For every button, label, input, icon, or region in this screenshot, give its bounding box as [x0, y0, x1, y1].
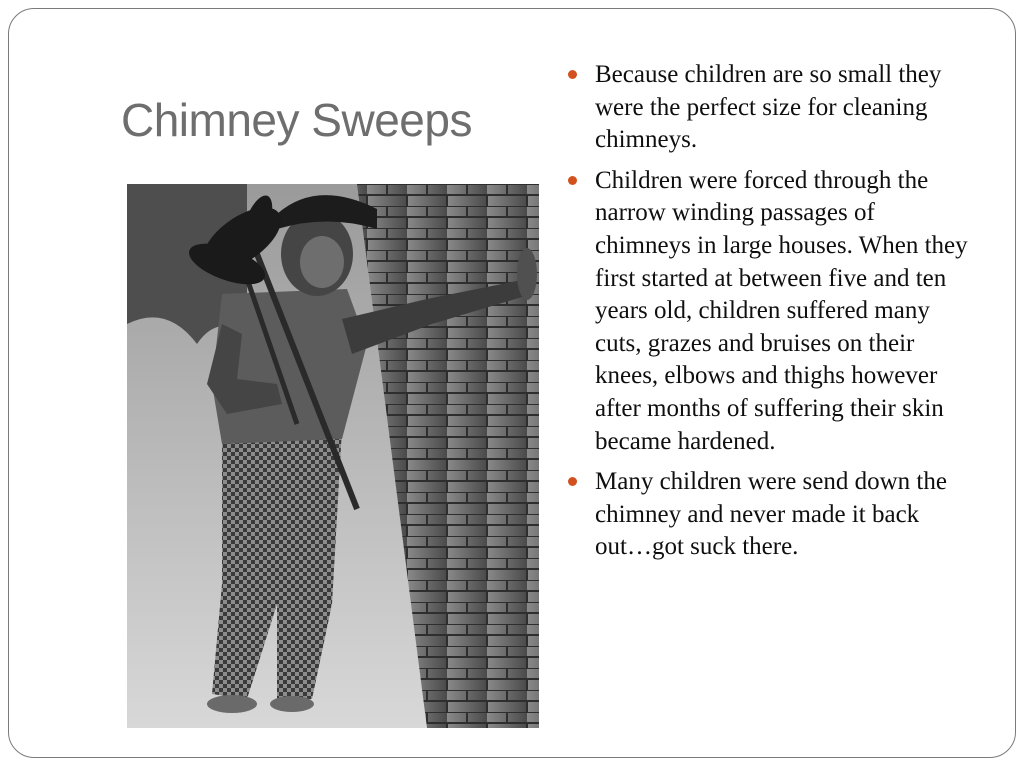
bullet-dot-icon	[568, 70, 577, 79]
slide-title: Chimney Sweeps	[121, 94, 472, 146]
bullet-item	[565, 59, 975, 157]
bullet-text: Many children were send down the chimney and never made it back out…got suck there.	[595, 468, 947, 561]
slide-frame	[8, 8, 1016, 758]
bullet-text: Because children are so small they were the perfect size for cleaning chimneys.	[595, 61, 942, 154]
bullet-list	[565, 59, 975, 572]
bullet-dot-icon	[568, 176, 577, 185]
bullet-dot-icon	[568, 477, 577, 486]
bullet-item	[565, 165, 975, 458]
bullet-text: Children were forced through the narrow winding passages of chimneys in large houses. When they first started at between five and ten years old, children suffered many cuts, grazes and bruises on their knees, elbows and thighs however after months of suffering their skin became hardened.	[595, 166, 968, 455]
bullet-item	[565, 466, 975, 564]
chimney-sweep-photo	[127, 184, 539, 728]
